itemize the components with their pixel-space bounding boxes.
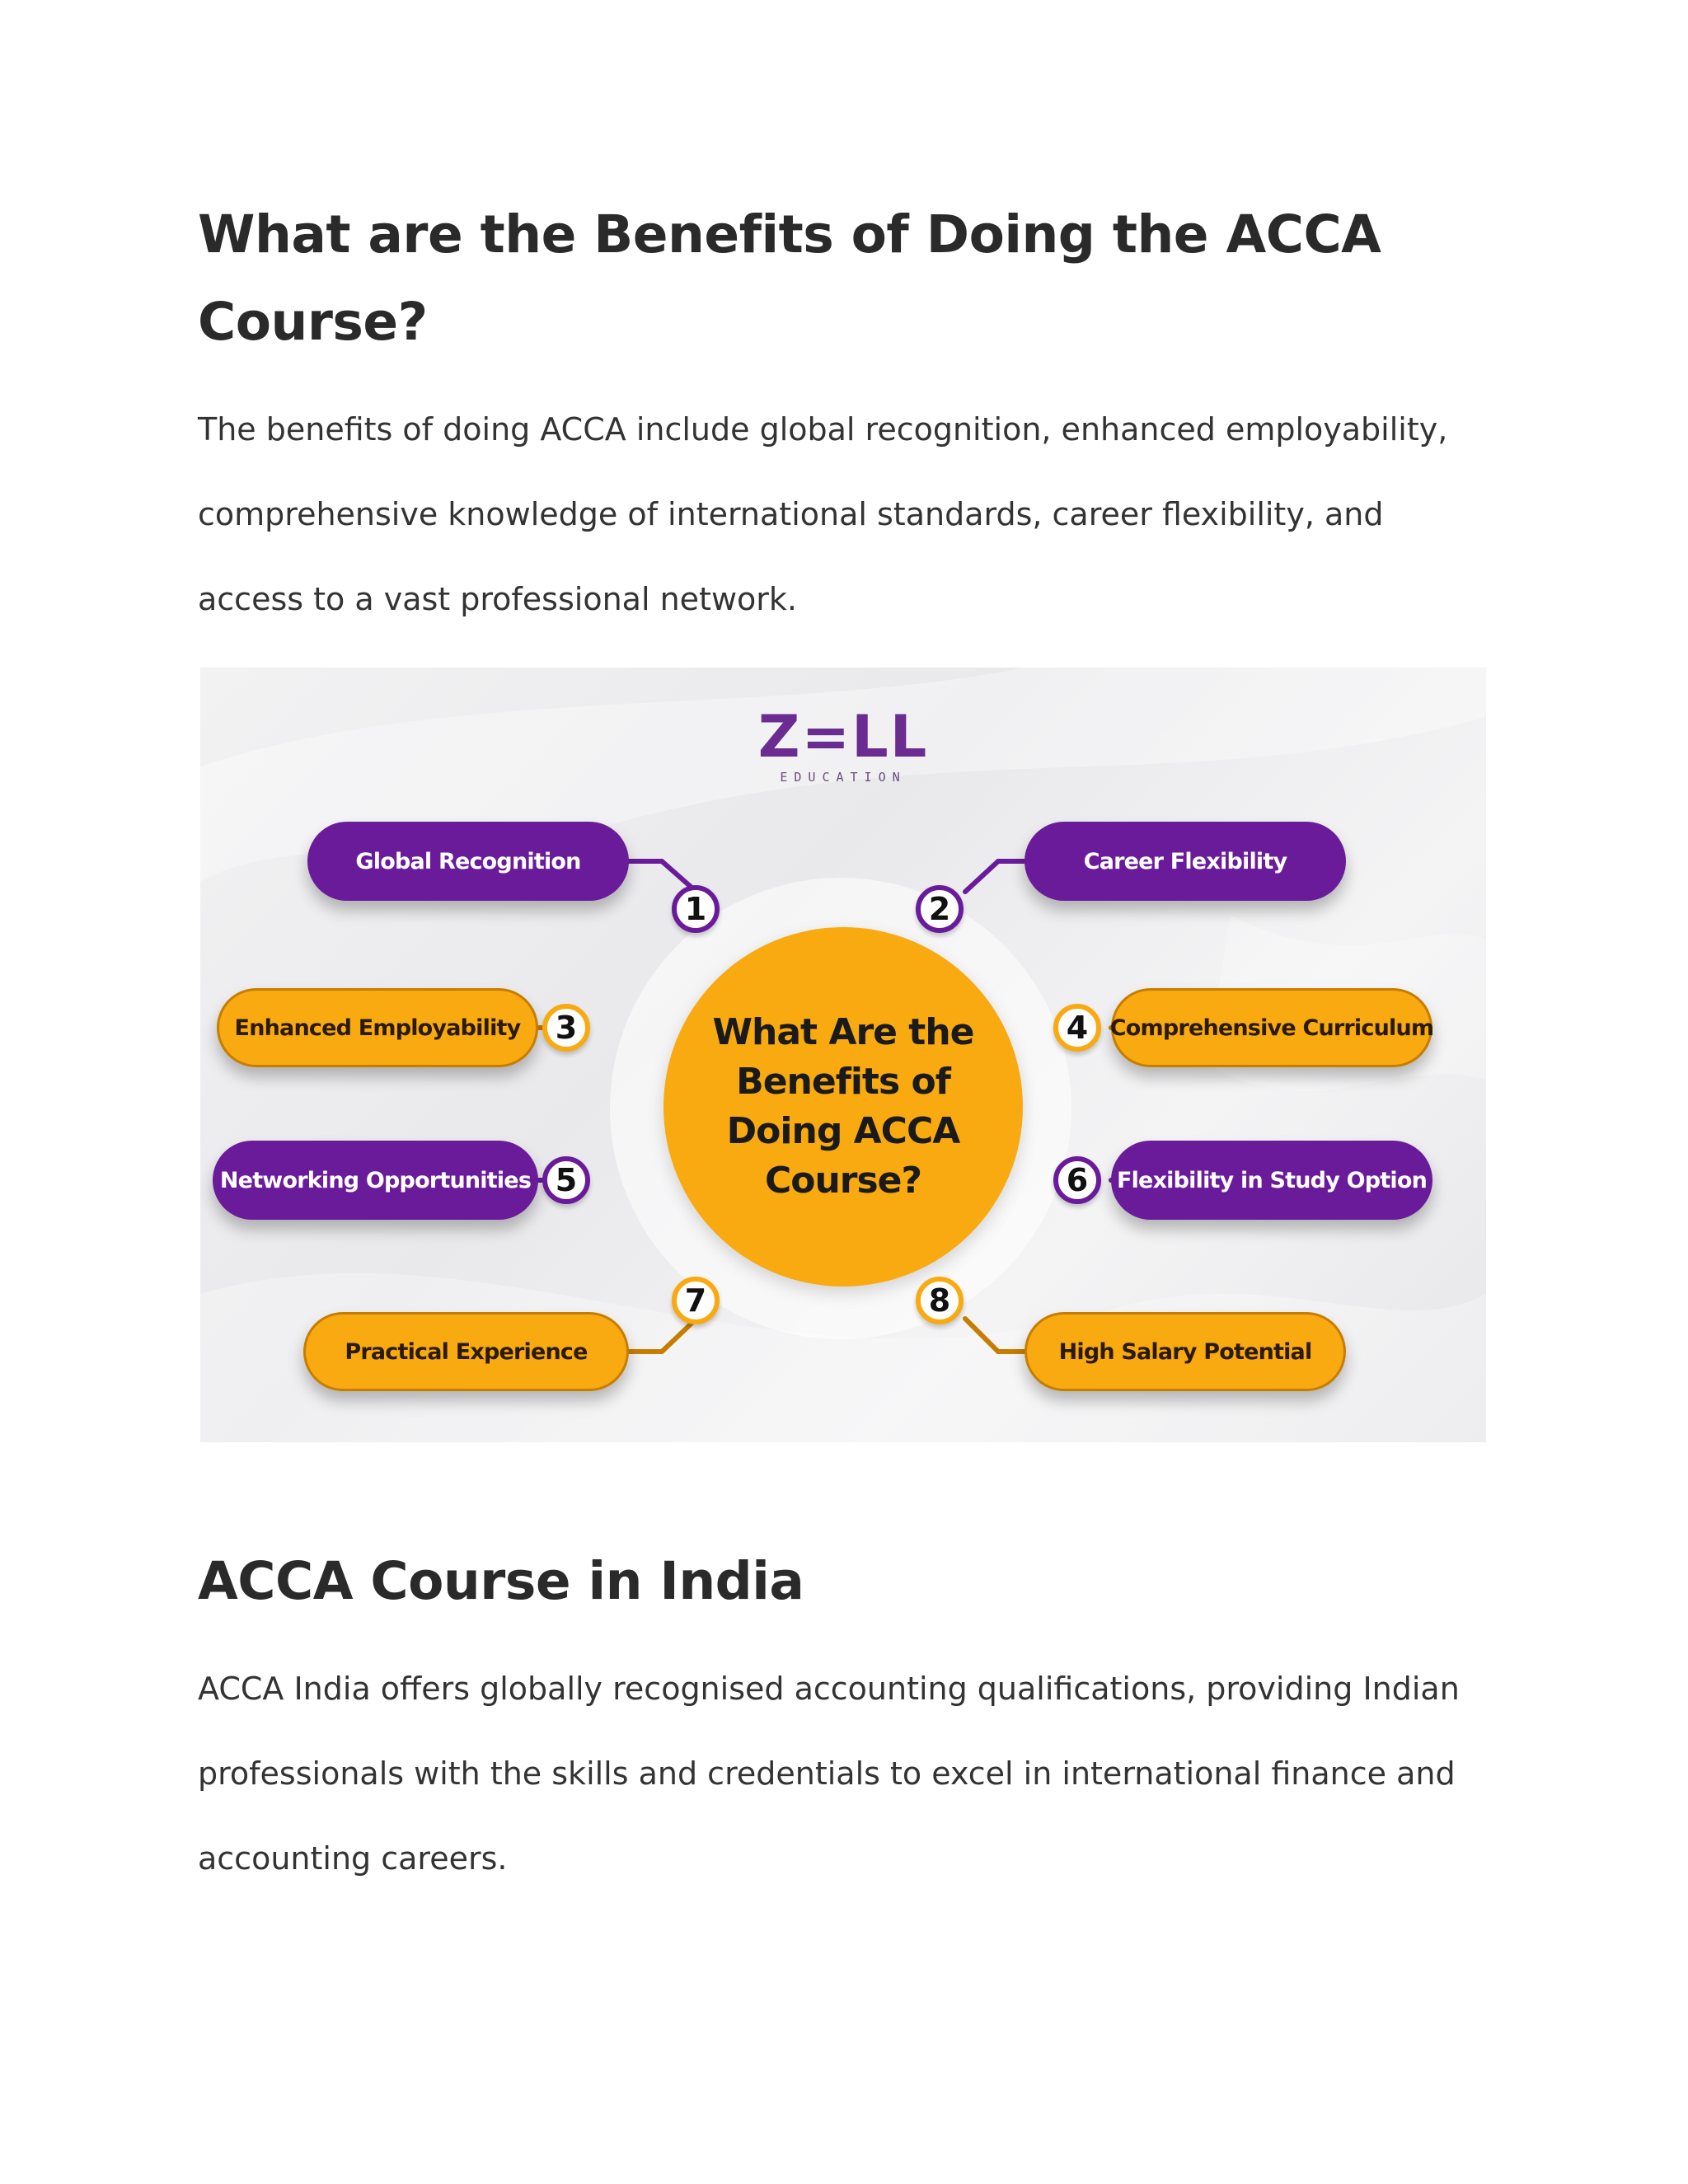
benefit-number-8: 8 (916, 1277, 964, 1324)
benefit-pill-comprehensive-curriculum: Comprehensive Curriculum (1111, 988, 1432, 1067)
benefit-number-3: 3 (542, 1004, 590, 1052)
benefit-number-2: 2 (916, 885, 964, 933)
benefit-pill-flexibility-study-option: Flexibility in Study Option (1111, 1141, 1432, 1220)
benefit-number-4: 4 (1053, 1004, 1101, 1052)
benefits-heading: What are the Benefits of Doing the ACCA Course? (198, 204, 1381, 352)
center-circle (663, 927, 1023, 1286)
connector-2 (965, 861, 1025, 892)
benefit-number-1: 1 (672, 885, 720, 933)
benefit-pill-global-recognition: Global Recognition (307, 822, 629, 901)
benefit-number-7: 7 (672, 1277, 720, 1324)
logo-subtitle: EDUCATION (780, 770, 907, 785)
benefit-pill-enhanced-employability: Enhanced Employability (217, 988, 538, 1067)
benefits-infographic (200, 668, 1486, 1442)
benefit-number-6: 6 (1053, 1156, 1101, 1204)
center-title: What Are the Benefits of Doing ACCA Course? (712, 1011, 974, 1202)
benefit-pill-practical-experience: Practical Experience (303, 1312, 629, 1391)
logo-mark: Z=LL (757, 703, 929, 771)
benefit-pill-high-salary-potential: High Salary Potential (1025, 1312, 1346, 1391)
benefit-number-5: 5 (542, 1156, 590, 1204)
zell-logo (200, 703, 1486, 785)
india-heading: ACCA Course in India (198, 1551, 804, 1611)
benefit-pill-networking-opportunities: Networking Opportunities (213, 1141, 538, 1220)
benefits-paragraph: The benefits of doing ACCA include global recognition, enhanced employability, comprehensive knowledge of international standards, career flexibility, and access to a vast professional network. (198, 411, 1448, 617)
benefit-pill-career-flexibility: Career Flexibility (1025, 822, 1346, 901)
india-paragraph: ACCA India offers globally recognised accounting qualifications, providing Indian professionals with the skills and credentials to excel in international finance and accounting careers. (198, 1671, 1460, 1877)
